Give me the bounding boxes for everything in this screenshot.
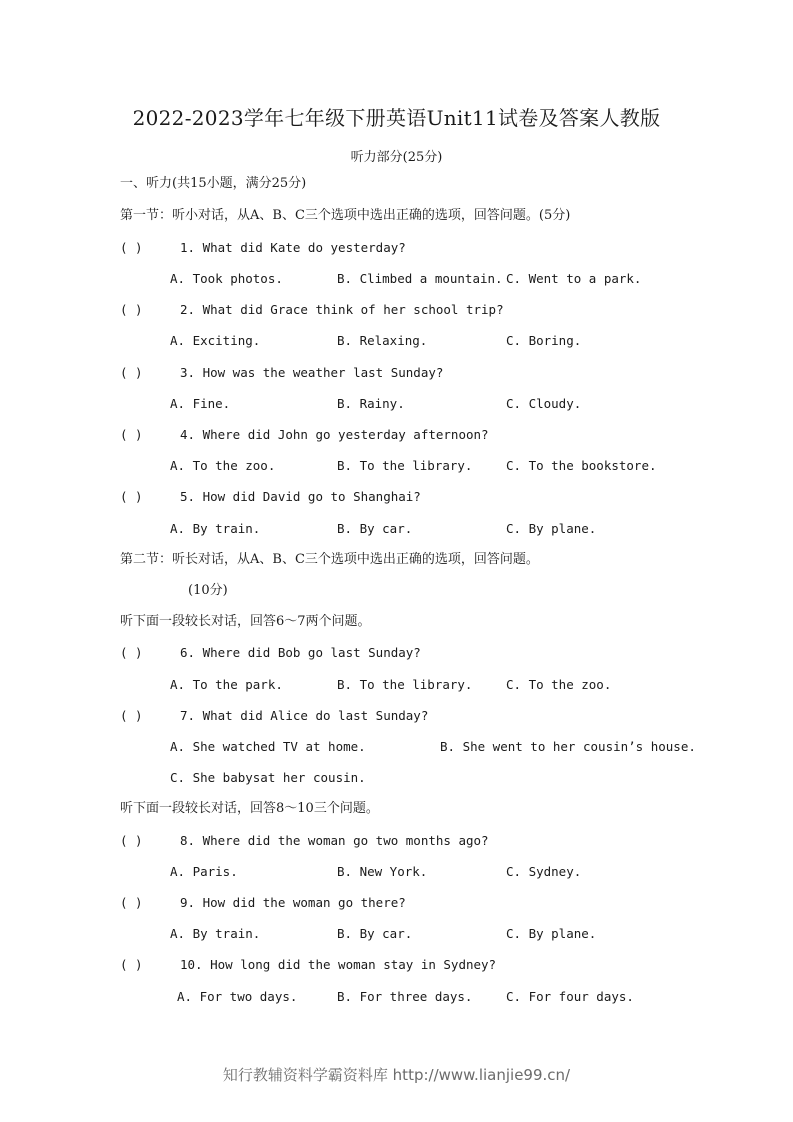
question-text: 7. What did Alice do last Sunday?: [180, 708, 429, 723]
option-a: A. By train.: [170, 926, 261, 941]
answer-blank[interactable]: ( ): [120, 895, 143, 910]
answer-blank[interactable]: ( ): [120, 833, 143, 848]
footer-watermark[interactable]: 知行教辅资料学霸资料库 http://www.lianjie99.cn/: [222, 1066, 571, 1084]
option-c: C. By plane.: [506, 521, 597, 536]
option-a: A. For two days.: [177, 989, 298, 1004]
option-c: C. Sydney.: [506, 864, 582, 879]
answer-blank[interactable]: ( ): [120, 240, 143, 255]
option-c: C. To the zoo.: [506, 677, 612, 692]
option-a: A. Paris.: [170, 864, 238, 879]
option-c: C. Went to a park.: [506, 271, 642, 286]
answer-blank[interactable]: ( ): [120, 708, 143, 723]
option-a: A. To the zoo.: [170, 458, 276, 473]
question-10: [120, 957, 496, 973]
question-8: [120, 833, 489, 849]
answer-blank[interactable]: ( ): [120, 365, 143, 380]
option-a: A. Took photos.: [170, 271, 283, 286]
part2-score: (10分): [188, 583, 228, 598]
option-b: B. Relaxing.: [337, 333, 428, 348]
question-text: 6. Where did Bob go last Sunday?: [180, 645, 421, 660]
option-b: B. For three days.: [337, 989, 473, 1004]
question-text: 5. How did David go to Shanghai?: [180, 489, 421, 504]
option-c: C. Cloudy.: [506, 396, 582, 411]
part1-instruction: 第一节：听小对话，从A、B、C三个选项中选出正确的选项，回答问题。(5分): [120, 208, 571, 223]
option-a: A. Exciting.: [170, 333, 261, 348]
option-c: C. For four days.: [506, 989, 634, 1004]
section-heading: 一、听力(共15小题，满分25分): [120, 176, 307, 191]
section-subtitle: 听力部分(25分): [350, 150, 443, 165]
question-text: 2. What did Grace think of her school trip?: [180, 302, 504, 317]
question-7: [120, 708, 428, 724]
dialog-instruction-8-10: 听下面一段较长对话，回答8～10三个问题。: [120, 801, 379, 816]
option-b: B. By car.: [337, 926, 413, 941]
option-b: B. New York.: [337, 864, 428, 879]
option-b: B. To the library.: [337, 677, 473, 692]
option-a: A. Fine.: [170, 396, 231, 411]
option-c: C. She babysat her cousin.: [170, 770, 366, 785]
option-b: B. To the library.: [337, 458, 473, 473]
answer-blank[interactable]: ( ): [120, 645, 143, 660]
part2-instruction: 第二节：听长对话，从A、B、C三个选项中选出正确的选项，回答问题。: [120, 552, 539, 567]
option-c: C. To the bookstore.: [506, 458, 657, 473]
question-4: [120, 427, 489, 443]
question-text: 1. What did Kate do yesterday?: [180, 240, 406, 255]
question-2: [120, 302, 504, 318]
option-c: C. Boring.: [506, 333, 582, 348]
option-b: B. By car.: [337, 521, 413, 536]
dialog-instruction-6-7: 听下面一段较长对话，回答6～7两个问题。: [120, 614, 371, 629]
option-a: A. By train.: [170, 521, 261, 536]
question-text: 4. Where did John go yesterday afternoon?: [180, 427, 489, 442]
question-3: [120, 365, 443, 381]
answer-blank[interactable]: ( ): [120, 302, 143, 317]
option-a: A. She watched TV at home.: [170, 739, 366, 754]
question-text: 10. How long did the woman stay in Sydney?: [180, 957, 497, 972]
option-b: B. She went to her cousin’s house.: [440, 739, 696, 754]
question-text: 8. Where did the woman go two months ago?: [180, 833, 489, 848]
answer-blank[interactable]: ( ): [120, 489, 143, 504]
question-6: [120, 645, 421, 661]
option-b: B. Climbed a mountain.: [337, 271, 503, 286]
option-b: B. Rainy.: [337, 396, 405, 411]
question-text: 3. How was the weather last Sunday?: [180, 365, 444, 380]
option-c: C. By plane.: [506, 926, 597, 941]
answer-blank[interactable]: ( ): [120, 427, 143, 442]
question-9: [120, 895, 406, 911]
answer-blank[interactable]: ( ): [120, 957, 143, 972]
question-text: 9. How did the woman go there?: [180, 895, 406, 910]
option-a: A. To the park.: [170, 677, 283, 692]
page-title: 2022-2023学年七年级下册英语Unit11试卷及答案人教版: [132, 106, 661, 130]
question-1: [120, 240, 406, 256]
question-5: [120, 489, 421, 505]
